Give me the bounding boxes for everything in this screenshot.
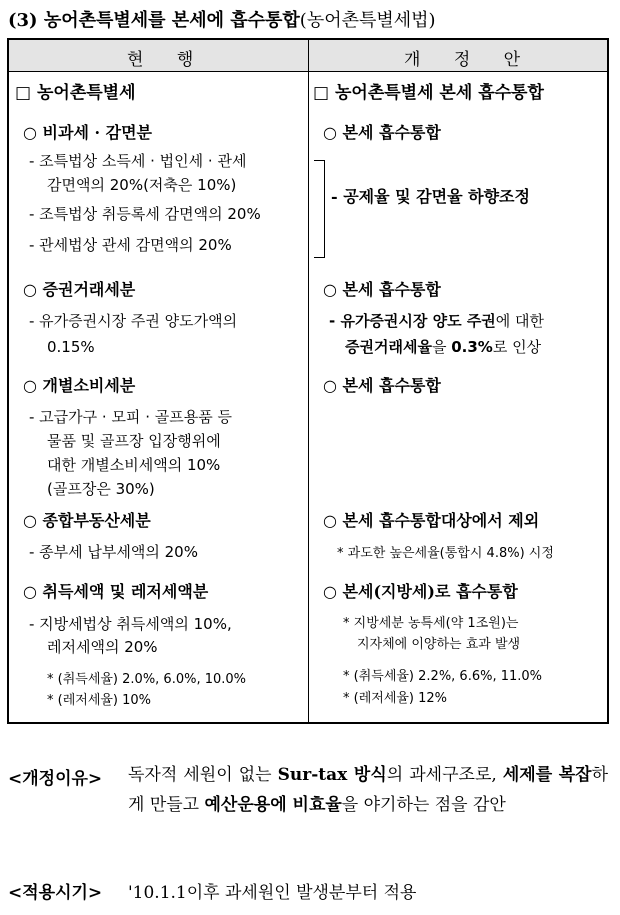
- right-r3-title: ○ 본세 흡수통합: [323, 376, 441, 395]
- reason-text: 독자적 세원이 없는 Sur-tax 방식의 과세구조로, 세제를 복잡하게 만들고 예산운용에 비효율을 야기하는 점을 감안: [128, 765, 609, 815]
- column-divider: [308, 40, 309, 722]
- right-r4-note1: * 과도한 높은세율(통합시 4.8%) 시정: [337, 546, 554, 561]
- header-proposed: 개 정 안: [404, 50, 535, 70]
- left-s1-item1b: 감면액의 20%(저축은 10%): [47, 176, 237, 194]
- right-r5-title: ○ 본세(지방세)로 흡수통합: [323, 582, 518, 601]
- bracket-mark: [314, 160, 325, 258]
- apply-text: '10.1.1이후 과세원인 발생분부터 적용: [128, 883, 417, 903]
- right-r1-title: ○ 본세 흡수통합: [323, 123, 441, 142]
- right-r4-title: ○ 본세 흡수통합대상에서 제외: [323, 511, 540, 530]
- right-r5-note2: * (취득세율) 2.2%, 6.6%, 11.0%: [343, 669, 543, 684]
- right-r5-note1a: * 지방세분 농특세(약 1조원)는: [343, 616, 519, 631]
- left-s4-title: ○ 종합부동산세분: [23, 511, 151, 530]
- left-s5-note2: * (레저세율) 10%: [47, 693, 152, 708]
- right-r5-note1b: 지자체에 이양하는 효과 발생: [357, 637, 521, 652]
- right-r2-item1a: - 유가증권시장 양도 주권에 대한: [329, 312, 545, 330]
- left-s5-item1b: 레저세액의 20%: [47, 638, 158, 656]
- left-s5-note1: * (취득세율) 2.0%, 6.0%, 10.0%: [47, 672, 247, 687]
- header-current: 현 행: [127, 50, 208, 70]
- right-r2-item1b: 증권거래세율을 0.3%로 인상: [345, 338, 542, 356]
- left-s2-item1b: 0.15%: [47, 338, 95, 356]
- left-s3-item1d: (골프장은 30%): [47, 480, 155, 498]
- left-s3-item1b: 물품 및 골프장 입장행위에: [47, 432, 221, 450]
- left-s3-title: ○ 개별소비세분: [23, 376, 136, 395]
- reason-label: <개정이유>: [8, 769, 103, 789]
- left-s1-item1a: - 조특법상 소득세 · 법인세 · 관세: [29, 152, 247, 170]
- right-r2-title: ○ 본세 흡수통합: [323, 280, 441, 299]
- right-r5-note3: * (레저세율) 12%: [343, 691, 448, 706]
- apply-label: <적용시기>: [8, 883, 103, 903]
- comparison-table: [7, 38, 609, 724]
- section-heading: [8, 6, 436, 32]
- left-s3-item1a: - 고급가구 · 모피 · 골프용품 등: [29, 408, 232, 426]
- heading-subtitle: (농어촌특별세법): [299, 10, 436, 31]
- right-r1-item1: - 공제율 및 감면율 하향조정: [331, 187, 530, 206]
- left-s5-title: ○ 취득세액 및 레저세액분: [23, 582, 209, 601]
- left-title: □ 농어촌특별세: [15, 83, 136, 103]
- left-s1-item3: - 관세법상 관세 감면액의 20%: [29, 236, 232, 254]
- heading-title: (3) 농어촌특별세를 본세에 흡수통합: [8, 10, 300, 31]
- left-s4-item1: - 종부세 납부세액의 20%: [29, 543, 198, 561]
- right-title: □ 농어촌특별세 본세 흡수통합: [313, 83, 544, 103]
- left-s1-item2: - 조특법상 취등록세 감면액의 20%: [29, 205, 261, 223]
- left-s1-title: ○ 비과세 · 감면분: [23, 123, 152, 142]
- left-s2-title: ○ 증권거래세분: [23, 280, 136, 299]
- left-s5-item1a: - 지방세법상 취득세액의 10%,: [29, 615, 232, 633]
- left-s2-item1a: - 유가증권시장 주권 양도가액의: [29, 312, 238, 330]
- left-s3-item1c: 대한 개별소비세액의 10%: [47, 456, 221, 474]
